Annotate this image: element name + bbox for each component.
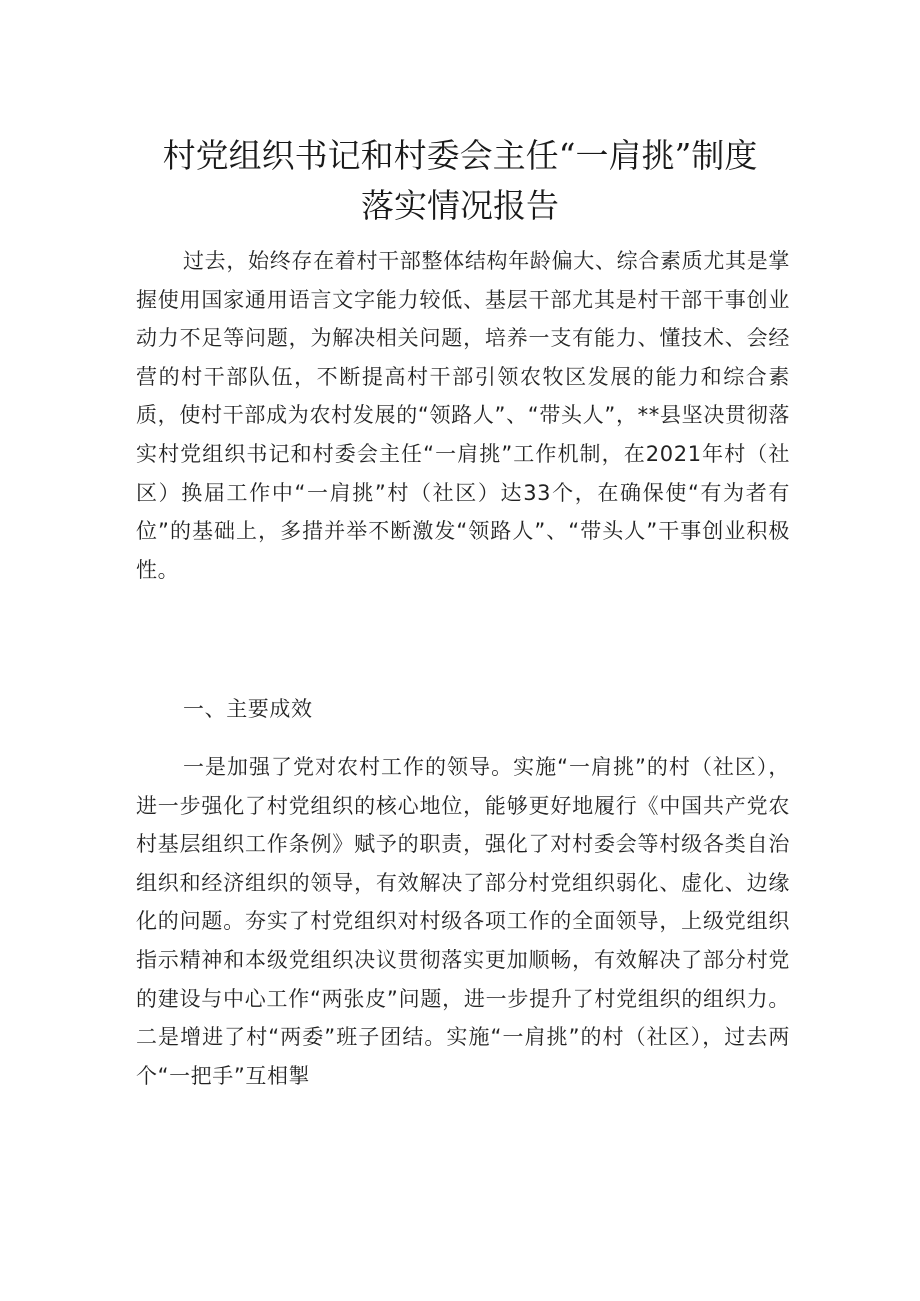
paragraph-text: 一是加强了党对农村工作的领导。实施“一肩挑”的村（社区），进一步强化了村党组织的核心地位，能够更好地履行《中国共产党农村基层组织工作条例》赋予的职责，强化了对村委会等村级各类自治组织和经济组织的领导，有效解决了部分村党组织弱化、虚化、边缘化的问题。夯实了村党组织对村级各项工作的全面领导，上级党组织指示精神和本级党组织决议贯彻落实更加顺畅，有效解决了部分村党的建设与中心工作“两张皮”问题，进一步提升了村党组织的组织力。二是增进了村“两委”班子团结。实施“一肩挑”的村（社区），过去两个“一把手”互相掣 — [136, 755, 790, 1088]
section-heading-text: 一、主要成效 — [183, 697, 313, 721]
document-title-line-2: 落实情况报告 — [361, 186, 559, 225]
section-heading-main-results — [136, 690, 790, 729]
body-paragraph-intro — [136, 242, 790, 589]
body-paragraph-results — [136, 748, 790, 1095]
document-title-line-1: 村党组织书记和村委会主任“一肩挑”制度 — [162, 136, 758, 175]
paragraph-text: 过去，始终存在着村干部整体结构年龄偏大、综合素质尤其是掌握使用国家通用语言文字能力较低、基层干部尤其是村干部干事创业动力不足等问题，为解决相关问题，培养一支有能力、懂技术、会经营的村干部队伍，不断提高村干部引领农牧区发展的能力和综合素质，使村干部成为农村发展的“领路人”、“带头人”，**县坚决贯彻落实村党组织书记和村委会主任“一肩挑”工作机制，在2021年村（社区）换届工作中“一肩挑”村（社区）达33个，在确保使“有为者有位”的基础上，多措并举不断激发“领路人”、“带头人”干事创业积极性。 — [136, 249, 790, 582]
